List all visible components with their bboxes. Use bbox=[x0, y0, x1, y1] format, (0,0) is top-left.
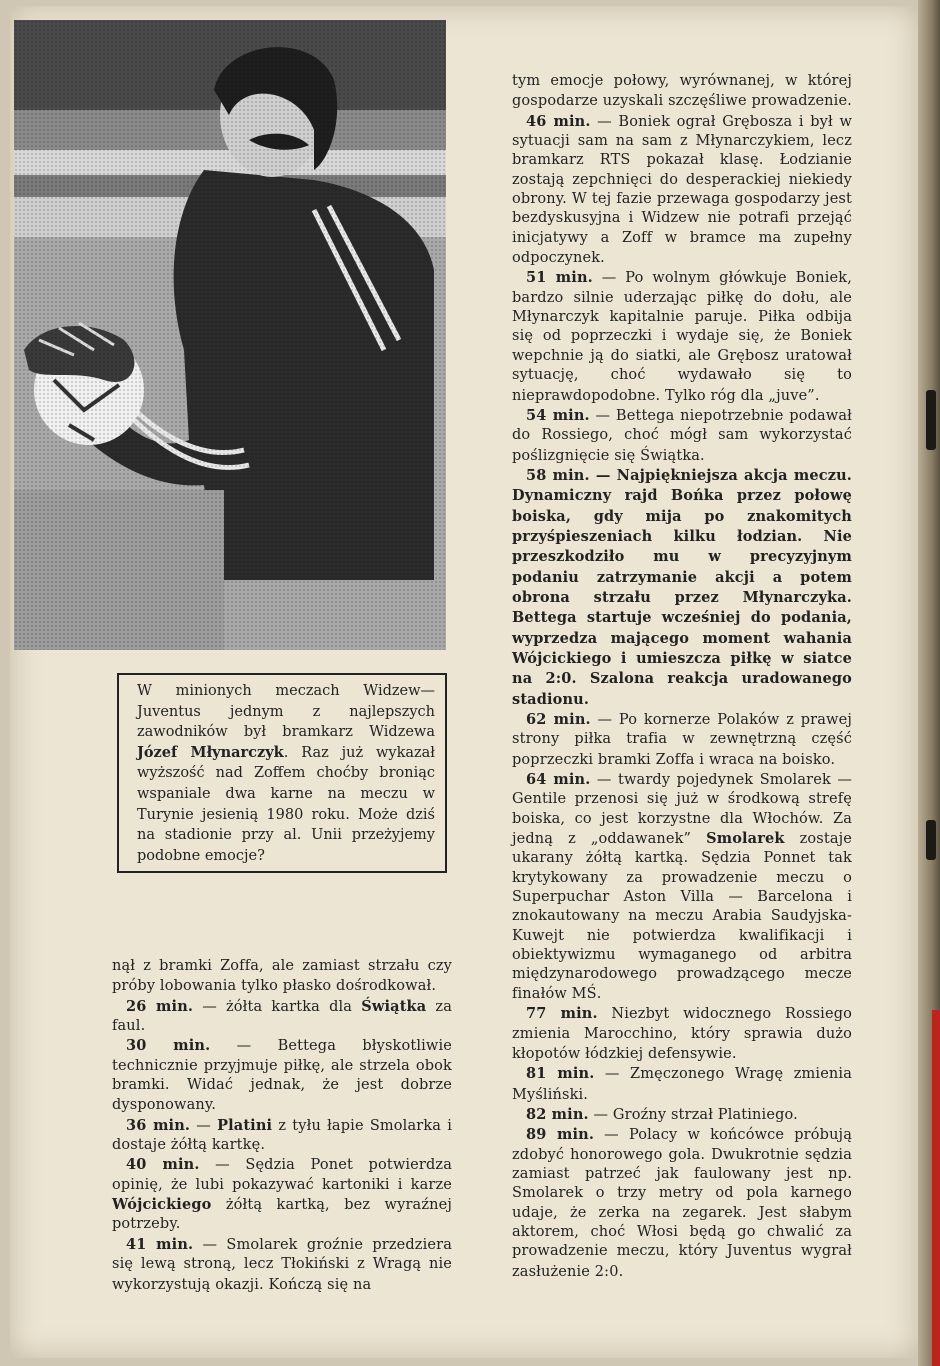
highlighted-text: — Najpiękniejsza akcja meczu. Dynamiczny rajd Bońka przez połowę boiska, gdy mija po znakomitych przyśpieszeniach kilku łodzian. Nie przeszkodziło mu w precyzyjnym podaniu zatrzymanie akcji a potem obrona strzału przez Młynarczyka. Bettega startuje wcześniej do podania, wyprzedza mającego moment wahania Wójcickiego i umieszcza piłkę w siatce na 2:0. Szalona reakcja uradowanego stadionu. bbox=[512, 466, 852, 708]
match-report-paragraph bbox=[112, 1036, 452, 1115]
paragraph-text: — Zmęczonego Wragę zmienia Myśliński. bbox=[512, 1066, 853, 1103]
match-report-paragraph bbox=[512, 112, 852, 269]
paragraph-text: nął z bramki Zoffa, ale zamiast strzału czy próby lobowania tylko płasko dośrodkował. bbox=[112, 958, 452, 995]
minute-marker: 89 min. bbox=[526, 1126, 595, 1144]
minute-marker: 64 min. bbox=[526, 771, 591, 789]
caption-text-before: W minionych meczach Widzew—Juventus jednym z najlepszych zawodników był bramkarz Widzewa bbox=[137, 683, 435, 741]
paragraph-text: — bbox=[190, 1117, 218, 1134]
caption-text-after: . Raz już wykazał wyższość nad Zoffem choćby broniąc wspaniale dwa karne na meczu w Turynie jesienią 1980 roku. Może dziś na stadionie przy al. Unii przeżyjemy podobne emocje? bbox=[137, 744, 435, 864]
match-report-paragraph bbox=[512, 71, 852, 112]
minute-marker: 82 min. bbox=[526, 1105, 589, 1123]
paragraph-text: — Bettega błyskotliwie technicznie przyjmuje piłkę, ale strzela obok bramki. Widać jednak, że jest dobrze dysponowany. bbox=[112, 1038, 452, 1114]
match-report-paragraph bbox=[112, 997, 452, 1037]
paragraph-text: żółtą kartką, bez wyraźnej potrzeby. bbox=[112, 1197, 452, 1233]
paragraph-text: zostaje ukarany żółtą kartką. Sędzia Ponnet tak krytykowany za prowadzenie meczu o Superpuchar Aston Villa — Barcelona i znokautowany na meczu Arabia Saudyjska-Kuwejt nie potwierdza kwalifikacji i obiektywizmu wymaganego od arbitra międzynarodowego prowadzącego mecze finałów MŚ. bbox=[512, 831, 852, 1002]
right-text-column bbox=[512, 71, 852, 1282]
minute-marker: 77 min. bbox=[526, 1005, 598, 1023]
match-report-paragraph bbox=[512, 770, 852, 1004]
match-report-paragraph bbox=[512, 1105, 852, 1125]
minute-marker: 41 min. bbox=[126, 1235, 194, 1253]
match-report-paragraph bbox=[112, 1155, 452, 1234]
paragraph-text: za faul. bbox=[112, 998, 452, 1035]
match-report-paragraph bbox=[512, 1064, 852, 1105]
minute-marker: 46 min. bbox=[526, 112, 591, 130]
left-text-column bbox=[112, 956, 452, 1295]
paragraph-text: — twardy pojedynek Smolarek — Gentile przenosi się już w środkową strefę boiska, co jest korzystne dla Włochów. Za jedną z „oddawanek” bbox=[512, 772, 852, 848]
minute-marker: 81 min. bbox=[526, 1065, 595, 1083]
paragraph-text: tym emocje połowy, wyrównanej, w której gospodarze uzyskali szczęśliwe prowadzenie. bbox=[512, 73, 852, 110]
highlighted-text: Smolarek bbox=[706, 830, 785, 848]
highlighted-text: Świątka bbox=[361, 997, 427, 1015]
paragraph-text: — Bettega niepotrzebnie podawał do Rossiego, choć mógł sam wykorzystać poślizgnięcie się Świątka. bbox=[512, 407, 853, 464]
binding-mark bbox=[926, 390, 936, 450]
paragraph-text: — Polacy w końcówce próbują zdobyć honorowego gola. Dwukrotnie sędzia zamiast patrzeć jak faulowany jest np. Smolarek o trzy metry od pola karnego udaje, że zerka na zegarek. Jest słabym aktorem, choć Włosi będą go chwalić za prowadzenie meczu, który Juventus wygrał zasłużenie 2:0. bbox=[512, 1127, 852, 1280]
minute-marker: 51 min. bbox=[526, 269, 593, 287]
caption-name: Józef Młynarczyk bbox=[137, 743, 284, 761]
paragraph-text: — Po kornerze Polaków z prawej strony piłka trafia w zewnętrzną część poprzeczki bramki Zoffa i wraca na boisko. bbox=[512, 712, 852, 768]
goalkeeper-photo bbox=[14, 20, 446, 650]
minute-marker: 40 min. bbox=[126, 1156, 200, 1174]
match-report-paragraph bbox=[512, 1125, 852, 1282]
paragraph-text: — żółta kartka dla bbox=[193, 998, 362, 1015]
match-report-paragraph bbox=[512, 710, 852, 770]
paragraph-text: Niezbyt widocznego Rossiego zmienia Marocchino, który sprawia dużo kłopotów łódzkiej defensywie. bbox=[512, 1006, 853, 1062]
paragraph-text: — Sędzia Ponet potwierdza opinię, że lubi pokazywać kartoniki i karze bbox=[112, 1157, 452, 1193]
paragraph-text: z tyłu łapie Smolarka i dostaje żółtą kartkę. bbox=[112, 1117, 453, 1154]
minute-marker: 36 min. bbox=[126, 1116, 191, 1134]
minute-marker: 30 min. bbox=[126, 1037, 211, 1055]
minute-marker: 58 min. bbox=[526, 466, 590, 484]
match-report-paragraph bbox=[112, 956, 452, 997]
photo-caption bbox=[117, 673, 447, 873]
paragraph-text: — Boniek ograł Grębosza i był w sytuacji sam na sam z Młynarczykiem, lecz bramkarz RTS pokazał klasę. Łodzianie zostają zepchnięci do desperackiej niekiedy obrony. W tej fazie przewaga gospodarzy jest bezdyskusyjna i Widzew nie potrafi przejąć inicjatywy a Zoff w bramce ma zupełny odpoczynek. bbox=[512, 113, 853, 267]
paragraph-text: — Groźny strzał Platiniego. bbox=[588, 1106, 798, 1123]
minute-marker: 62 min. bbox=[526, 711, 591, 728]
match-report-paragraph bbox=[112, 1235, 452, 1295]
binding-mark bbox=[926, 820, 936, 860]
minute-marker: 26 min. bbox=[126, 997, 194, 1015]
cover-edge bbox=[932, 1010, 940, 1366]
match-report-paragraph bbox=[512, 466, 852, 710]
match-report-paragraph bbox=[512, 268, 852, 405]
match-report-paragraph bbox=[112, 1116, 452, 1156]
match-report-paragraph bbox=[512, 406, 852, 466]
minute-marker: 54 min. bbox=[526, 406, 590, 424]
paragraph-text: — Smolarek groźnie przedziera się lewą stroną, lecz Tłokiński z Wragą nie wykorzystują okazji. Kończą się na bbox=[112, 1236, 452, 1293]
highlighted-text: Wójcickiego bbox=[112, 1196, 212, 1214]
match-report-paragraph bbox=[512, 1004, 852, 1064]
paragraph-text: — Po wolnym główkuje Boniek, bardzo silnie uderzając piłkę do dołu, ale Młynarczyk kapitalnie paruje. Piłka odbija się od poprzeczki i wydaje się, że Boniek wepchnie ją do siatki, ale Grębosz uratował sytuację, choć wydawało się to nieprawdopodobne. Tylko róg dla „juve”. bbox=[512, 270, 852, 404]
highlighted-text: Platini bbox=[217, 1116, 273, 1134]
